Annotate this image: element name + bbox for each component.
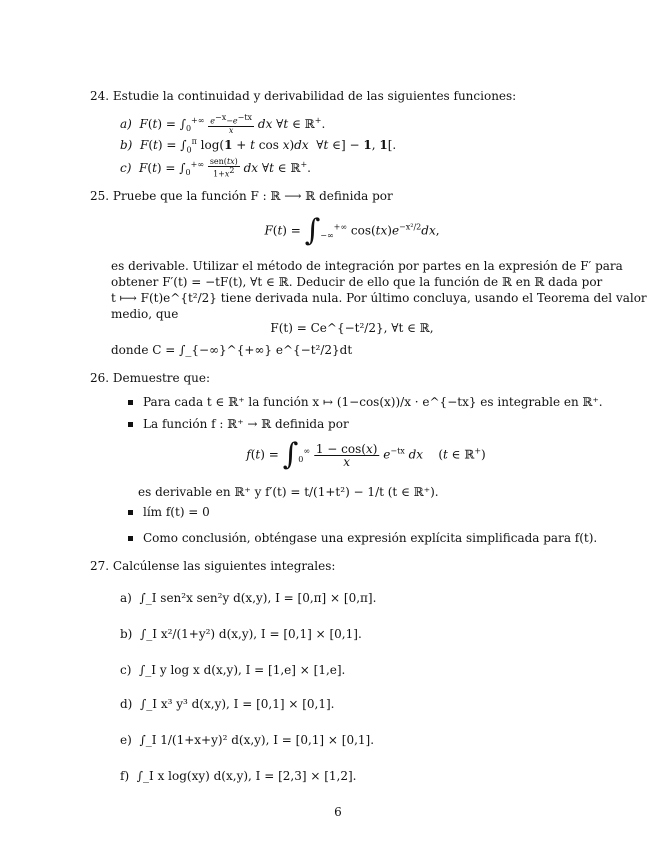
problem-25-donde: donde C = ∫_{−∞}^{+∞} e^{−t²/2}dt [111, 343, 353, 357]
problem-27-item: f) ∫_I x log(xy) d(x,y), I = [2,3] × [1,2]. [120, 769, 357, 783]
bullet-icon [128, 422, 133, 427]
problem-27-heading: 27. Calcúlense las siguientes integrales: [90, 559, 336, 573]
problem-25-result: F(t) = Ce^{−t²/2}, ∀t ∈ ℝ, [270, 321, 434, 335]
problem-26-bullet3: lím f(t) = 0 [128, 506, 210, 518]
problem-26-derivative: es derivable en ℝ⁺ y f′(t) = t/(1+t²) − 1/t (t ∈ ℝ⁺). [138, 485, 439, 499]
item-label: c) [120, 160, 132, 175]
problem-26-heading: 26. Demuestre que: [90, 371, 211, 385]
problem-25-line1: es derivable. Utilizar el método de integración por partes en la expresión de F′ para [111, 259, 623, 273]
page-number: 6 [334, 805, 342, 819]
problem-27-item: d) ∫_I x³ y³ d(x,y), I = [0,1] × [0,1]. [120, 697, 335, 711]
problem-25-equation: $F(t) = \int_{-\infty}^{+\infty}$ $\cos(tx)e^{-x^2/2}dx$, [264, 213, 440, 248]
bullet-icon [128, 536, 133, 541]
bullet-icon [128, 400, 133, 405]
bullet-icon [128, 510, 133, 515]
item-label: a) [120, 116, 132, 131]
problem-27-item: b) ∫_I x²/(1+y²) d(x,y), I = [0,1] × [0,1]. [120, 627, 362, 641]
problem-25-line4: medio, que [111, 307, 179, 321]
problem-27-item: a) ∫_I sen²x sen²y d(x,y), I = [0,π] × [0,π]. [120, 591, 377, 605]
problem-26-bullet2: La función f : ℝ⁺ → ℝ definida por [128, 418, 349, 430]
problem-25-line2: obtener F′(t) = −tF(t), ∀t ∈ ℝ. Deducir de ello que la función de ℝ en ℝ dada por [111, 275, 603, 289]
problem-24a: a) $F(t) = \int_0^{+\infty}$ $\frac{e^{-x}-e^{-tx}}{x}$ dx ∀t ∈ ℝ+. [120, 113, 326, 135]
problem-27-item: c) ∫_I y log x d(x,y), I = [1,e] × [1,e]. [120, 663, 346, 677]
problem-26-equation: $f(t) = \int_0^\infty$ $\frac{1 - \cos(x)}{x}$ $e^{-tx}$ dx (t ∈ ℝ+) [246, 437, 486, 472]
problem-25-heading: 25. Pruebe que la función F : ℝ ⟶ ℝ definida por [90, 189, 393, 203]
problem-24b: b) $F(t) = \int_0^\pi$ log(1 + t cos x)dx ∀t ∈] − 1, 1[. [120, 137, 397, 155]
problem-26-bullet1: Para cada t ∈ ℝ⁺ la función x ↦ (1−cos(x))/x · e^{−tx} es integrable en ℝ⁺. [128, 396, 603, 408]
problem-27-item: e) ∫_I 1/(1+x+y)² d(x,y), I = [0,1] × [0,1]. [120, 733, 375, 747]
item-label: b) [120, 138, 133, 152]
problem-24-heading: 24. Estudie la continuidad y derivabilidad de las siguientes funciones: [90, 89, 517, 103]
problem-26-bullet4: Como conclusión, obténgase una expresión explícita simplificada para f(t). [128, 532, 597, 544]
problem-24c: c) $F(t) = \int_0^{+\infty}$ $\frac{\text{sen(tx)}}{1+x^2}$ dx ∀t ∈ ℝ+. [120, 157, 311, 179]
problem-25-line3: t ⟼ F(t)e^{t²/2} tiene derivada nula. Por último concluya, usando el Teorema del valor [111, 291, 647, 305]
